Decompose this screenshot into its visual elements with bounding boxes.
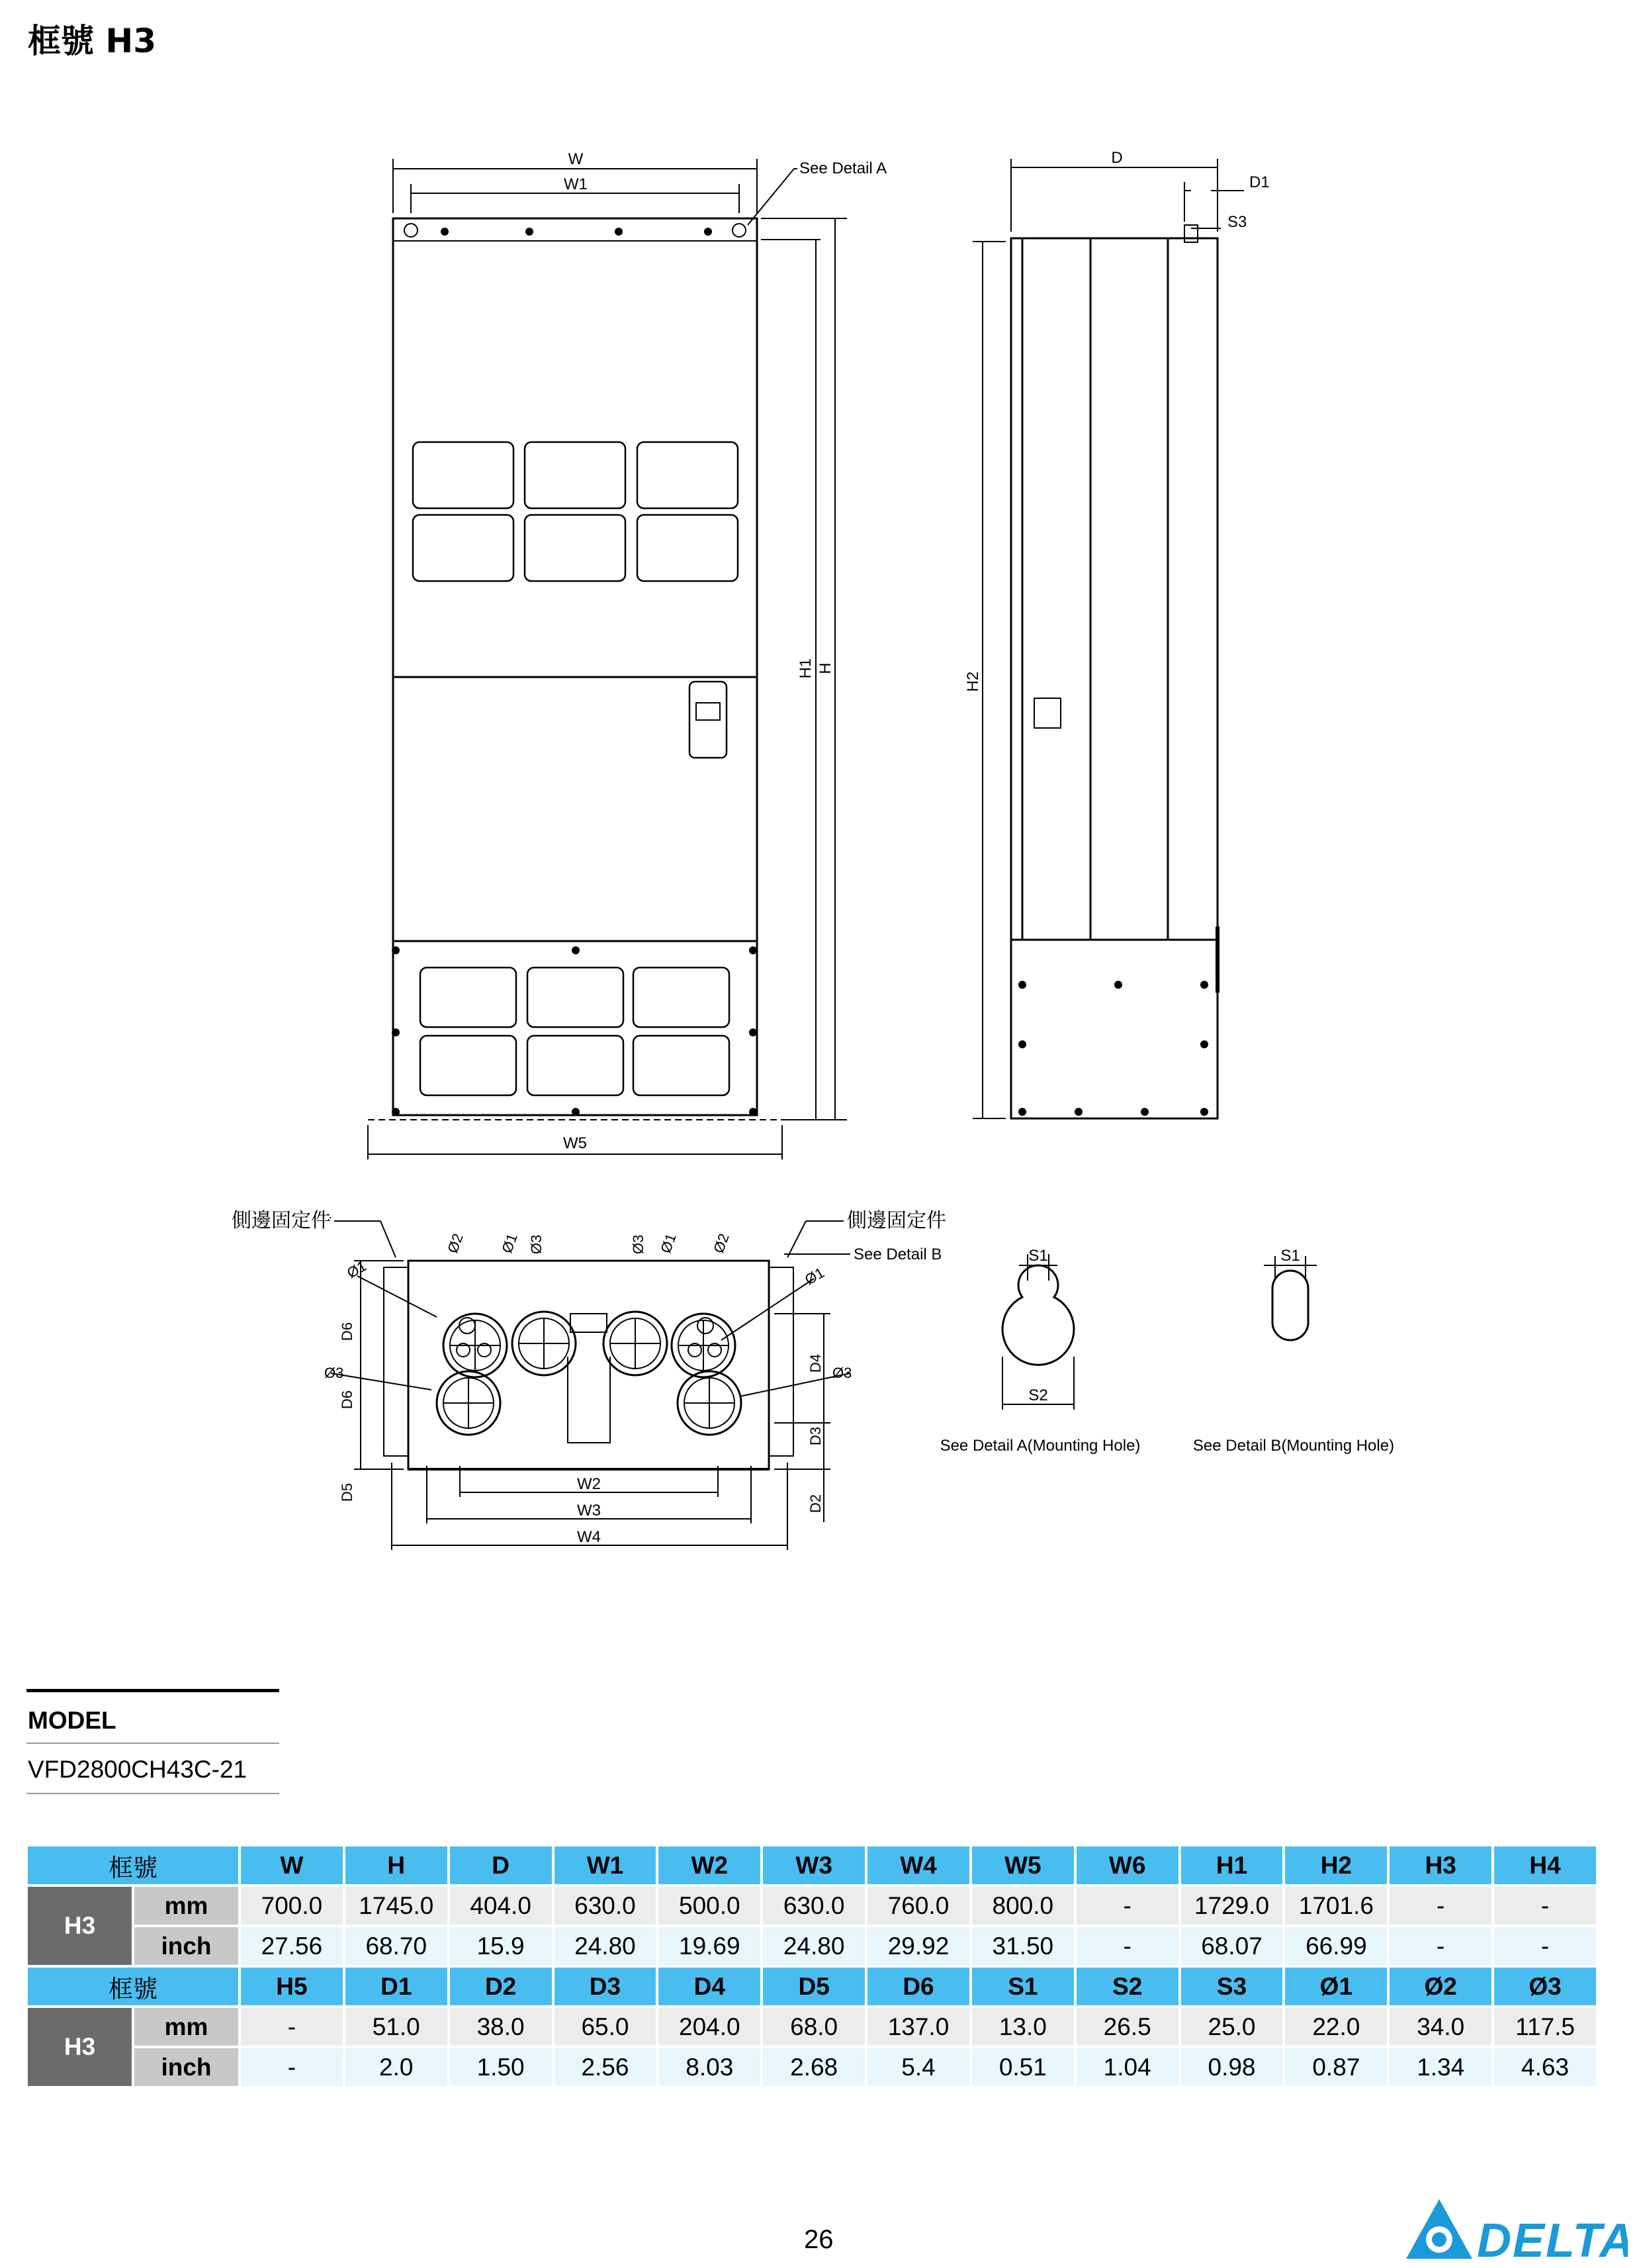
value-cell: 4.63	[1494, 2048, 1596, 2086]
unit-cell: mm	[134, 2008, 238, 2046]
value-cell: -	[1494, 1887, 1596, 1925]
data-row-mm	[28, 1887, 1596, 1925]
frame-cell: H3	[28, 2008, 132, 2086]
column-header: H1	[1181, 1846, 1283, 1884]
model-block	[26, 1689, 279, 1794]
value-cell: 15.9	[450, 1927, 552, 1965]
page-title: 框號 H3	[28, 22, 157, 60]
detail-b-hole	[1264, 1256, 1317, 1340]
value-cell: 8.03	[658, 2048, 760, 2086]
dim-d1: D1	[1249, 173, 1270, 191]
dimension-table-body	[28, 1846, 1596, 2086]
detail-a-s1: S1	[1028, 1247, 1048, 1265]
dim-d4: D4	[807, 1353, 824, 1373]
column-header: S2	[1077, 1968, 1178, 2005]
column-header: D4	[658, 1968, 760, 2005]
value-cell: 760.0	[867, 1887, 969, 1925]
label-phi1-side-left: Ø1	[344, 1257, 369, 1282]
value-cell: 0.51	[972, 2048, 1074, 2086]
column-header: W2	[658, 1846, 760, 1884]
frame-header-cell: 框號	[28, 1968, 238, 2005]
delta-logo-text: DELTA	[1477, 2214, 1628, 2262]
value-cell: -	[241, 2048, 343, 2086]
dim-h2: H2	[964, 671, 982, 692]
label-phi3-left: Ø3	[528, 1234, 545, 1254]
side-view	[1011, 225, 1218, 1118]
front-view	[368, 218, 782, 1120]
column-header: H4	[1494, 1846, 1596, 1884]
value-cell: 29.92	[867, 1927, 969, 1965]
label-phi1-right: Ø1	[657, 1231, 680, 1255]
dim-w3: W3	[577, 1502, 601, 1520]
dim-h1: H1	[797, 658, 815, 679]
value-cell: 13.0	[972, 2008, 1074, 2046]
unit-cell: mm	[134, 1887, 238, 1925]
value-cell: 0.87	[1285, 2048, 1387, 2086]
value-cell: -	[1494, 1927, 1596, 1965]
column-header: S1	[972, 1968, 1074, 2005]
value-cell: -	[241, 2008, 343, 2046]
column-header: D3	[554, 1968, 656, 2005]
value-cell: 68.70	[345, 1927, 447, 1965]
value-cell: 404.0	[450, 1887, 552, 1925]
model-header: MODEL	[26, 1692, 279, 1744]
see-detail-b: See Detail B	[854, 1246, 942, 1263]
dim-w5: W5	[563, 1134, 587, 1152]
side-fixture-label-left: 側邊固定件	[232, 1210, 331, 1232]
dim-h: H	[817, 662, 834, 674]
column-header: D6	[867, 1968, 969, 2005]
value-cell: 1701.6	[1285, 1887, 1387, 1925]
label-phi1-side-right: Ø1	[802, 1263, 827, 1289]
value-cell: 22.0	[1285, 2008, 1387, 2046]
column-header: W5	[972, 1846, 1074, 1884]
dim-d6-lower: D6	[339, 1390, 355, 1410]
value-cell: 27.56	[241, 1927, 343, 1965]
value-cell: 26.5	[1077, 2008, 1178, 2046]
value-cell: 1.34	[1390, 2048, 1491, 2086]
data-row-inch	[28, 2048, 1596, 2086]
dim-d5: D5	[339, 1482, 355, 1502]
dim-d2: D2	[807, 1494, 824, 1514]
column-header: H3	[1390, 1846, 1491, 1884]
label-phi1-left: Ø1	[498, 1231, 521, 1255]
value-cell: 630.0	[554, 1887, 656, 1925]
dimension-table	[25, 1844, 1599, 2089]
unit-cell: inch	[134, 1927, 238, 1965]
header-row	[28, 1968, 1596, 2005]
column-header: W3	[763, 1846, 865, 1884]
label-phi2-right: Ø2	[710, 1231, 732, 1255]
label-phi2-left: Ø2	[444, 1231, 466, 1255]
value-cell: 204.0	[658, 2008, 760, 2046]
column-header: Ø1	[1285, 1968, 1387, 2005]
column-header: W4	[867, 1846, 969, 1884]
unit-cell: inch	[134, 2048, 238, 2086]
column-header: D	[450, 1846, 552, 1884]
dim-w1: W1	[564, 175, 588, 193]
value-cell: 1745.0	[345, 1887, 447, 1925]
label-phi3-right: Ø3	[630, 1234, 646, 1254]
value-cell: 500.0	[658, 1887, 760, 1925]
value-cell: 630.0	[763, 1887, 865, 1925]
front-dimensions	[368, 159, 847, 1159]
detail-b-s1: S1	[1280, 1247, 1300, 1265]
value-cell: 24.80	[554, 1927, 656, 1965]
value-cell: 68.0	[763, 2008, 865, 2046]
column-header: D2	[450, 1968, 552, 2005]
value-cell: -	[1077, 1927, 1178, 1965]
value-cell: -	[1077, 1887, 1178, 1925]
column-header: D5	[763, 1968, 865, 2005]
value-cell: 2.56	[554, 2048, 656, 2086]
column-header: W6	[1077, 1846, 1178, 1884]
model-value: VFD2800CH43C-21	[26, 1744, 279, 1794]
value-cell: 1.50	[450, 2048, 552, 2086]
front-bolts	[392, 228, 757, 1116]
value-cell: -	[1390, 1927, 1491, 1965]
value-cell: 137.0	[867, 2008, 969, 2046]
value-cell: 66.99	[1285, 1927, 1387, 1965]
header-row	[28, 1846, 1596, 1884]
label-phi3-side-right: Ø3	[832, 1365, 852, 1381]
value-cell: 25.0	[1181, 2008, 1283, 2046]
column-header: S3	[1181, 1968, 1283, 2005]
value-cell: 0.98	[1181, 2048, 1283, 2086]
value-cell: 117.5	[1494, 2008, 1596, 2046]
value-cell: -	[1390, 1887, 1491, 1925]
value-cell: 24.80	[763, 1927, 865, 1965]
detail-a-s2: S2	[1028, 1386, 1048, 1404]
value-cell: 65.0	[554, 2008, 656, 2046]
column-header: W	[241, 1846, 343, 1884]
value-cell: 1729.0	[1181, 1887, 1283, 1925]
see-detail-a: See Detail A	[799, 159, 887, 177]
column-header: W1	[554, 1846, 656, 1884]
value-cell: 1.04	[1077, 2048, 1178, 2086]
value-cell: 700.0	[241, 1887, 343, 1925]
column-header: Ø3	[1494, 1968, 1596, 2005]
page-number: 26	[804, 2225, 834, 2254]
label-phi3-side-left: Ø3	[324, 1365, 344, 1381]
column-header: H2	[1285, 1846, 1387, 1884]
value-cell: 19.69	[658, 1927, 760, 1965]
dim-w2: W2	[577, 1475, 601, 1493]
value-cell: 38.0	[450, 2008, 552, 2046]
value-cell: 68.07	[1181, 1927, 1283, 1965]
dim-s3: S3	[1227, 213, 1247, 231]
value-cell: 34.0	[1390, 2008, 1491, 2046]
value-cell: 51.0	[345, 2008, 447, 2046]
side-dimensions	[973, 159, 1244, 1118]
column-header: D1	[345, 1968, 447, 2005]
value-cell: 2.0	[345, 2048, 447, 2086]
value-cell: 31.50	[972, 1927, 1074, 1965]
value-cell: 2.68	[763, 2048, 865, 2086]
value-cell: 800.0	[972, 1887, 1074, 1925]
frame-header-cell: 框號	[28, 1846, 238, 1884]
detail-b-caption: See Detail B(Mounting Hole)	[1192, 1437, 1395, 1455]
value-cell: 5.4	[867, 2048, 969, 2086]
frame-cell: H3	[28, 1887, 132, 1965]
side-fixture-label-right: 側邊固定件	[847, 1210, 946, 1232]
bottom-view	[384, 1261, 793, 1469]
detail-a-caption: See Detail A(Mounting Hole)	[940, 1437, 1141, 1455]
delta-logo-icon	[1403, 2196, 1628, 2262]
column-header: Ø2	[1390, 1968, 1491, 2005]
delta-logo	[1403, 2196, 1628, 2265]
data-row-mm	[28, 2008, 1596, 2046]
dim-d6-upper: D6	[339, 1322, 355, 1341]
data-row-inch	[28, 1927, 1596, 1965]
dim-d: D	[1111, 149, 1123, 167]
column-header: H5	[241, 1968, 343, 2005]
side-bolts	[1018, 981, 1208, 1116]
dim-d3: D3	[807, 1426, 824, 1446]
dim-w: W	[568, 150, 584, 168]
column-header: H	[345, 1846, 447, 1884]
dim-w4: W4	[577, 1528, 601, 1546]
